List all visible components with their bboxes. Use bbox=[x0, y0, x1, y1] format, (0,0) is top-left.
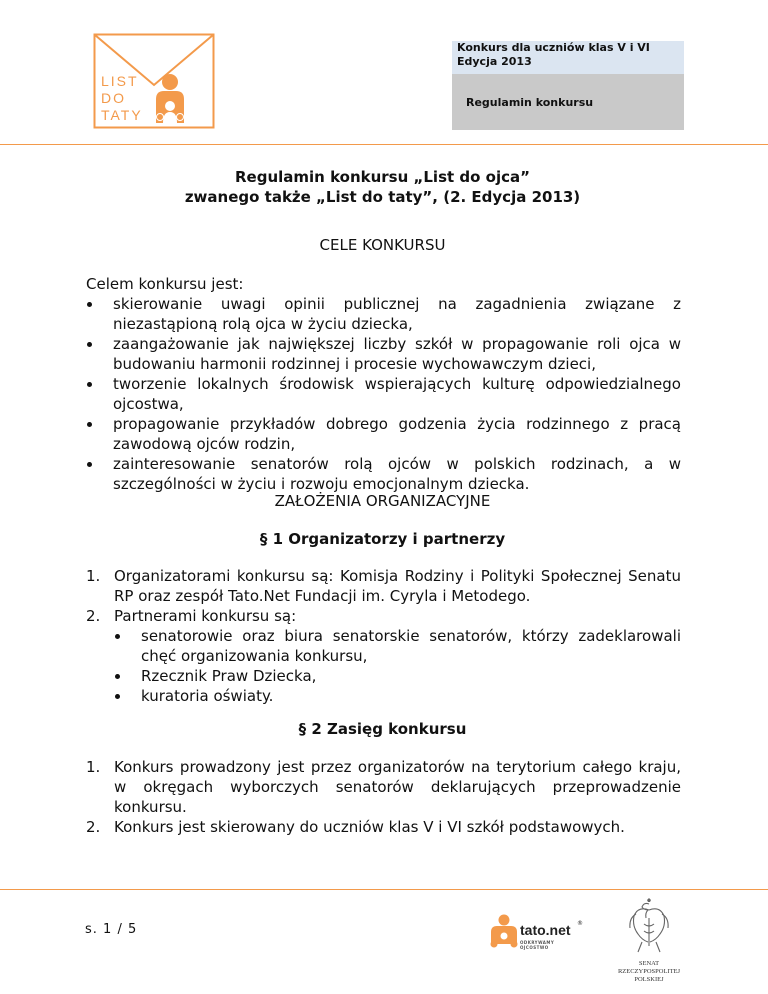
item-number: 2. bbox=[86, 818, 101, 836]
logo-word-list: LIST bbox=[101, 73, 139, 89]
list-item bbox=[86, 817, 681, 837]
logo-word-taty: TATY bbox=[101, 107, 143, 123]
list-item: kuratoria oświaty. bbox=[114, 686, 681, 706]
senat-line-1: SENAT bbox=[638, 960, 660, 967]
header-info-box bbox=[452, 41, 684, 74]
section-heading-cele: CELE KONKURSU bbox=[319, 236, 446, 254]
section-heading-zalozenia: ZAŁOŻENIA ORGANIZACYJNE bbox=[274, 492, 491, 510]
header-divider bbox=[0, 144, 768, 145]
list-item: zaangażowanie jak największej liczby szkół w propagowanie roli ojca w budowaniu harmonii rodzinnej i procesie wychowawczym dzieci, bbox=[86, 334, 681, 374]
header-label-box bbox=[452, 74, 684, 130]
title-line-1: Regulamin konkursu „List do ojca” bbox=[235, 168, 530, 186]
list-item bbox=[86, 757, 681, 817]
list-item: skierowanie uwagi opinii publicznej na zagadnienia związane z niezastąpioną rolą ojca w życiu dziecka, bbox=[86, 294, 681, 334]
item-text: Konkurs jest skierowany do uczniów klas V i VI szkół podstawowych. bbox=[114, 818, 625, 836]
item-number: 2. bbox=[86, 607, 101, 625]
tato-brand: tato.net bbox=[520, 922, 571, 938]
sec1-content bbox=[86, 566, 681, 706]
list-do-taty-logo bbox=[93, 33, 215, 129]
sec2-list bbox=[86, 757, 681, 837]
title-line-2: zwanego także „List do taty”, (2. Edycja 2013) bbox=[184, 188, 581, 206]
item-text: Partnerami konkursu są: bbox=[114, 607, 297, 625]
tato-net-logo bbox=[489, 912, 584, 952]
partners-list bbox=[114, 626, 681, 706]
item-text: Konkurs prowadzony jest przez organizatorów na terytorium całego kraju, w okręgach wyborczych senatorów deklarujących przeprowadzenie konkursu. bbox=[114, 758, 681, 816]
header-contest-line: Konkurs dla uczniów klas V i VI bbox=[457, 41, 650, 54]
list-item: propagowanie przykładów dobrego godzenia życia rodzinnego z pracą zawodową ojców rodzin, bbox=[86, 414, 681, 454]
list-item: senatorowie oraz biura senatorskie senatorów, którzy zadeklarowali chęć organizowania konkursu, bbox=[114, 626, 681, 666]
senat-line-3: POLSKIEJ bbox=[634, 976, 664, 983]
footer-divider bbox=[0, 889, 768, 890]
list-item bbox=[86, 606, 681, 706]
cele-section bbox=[86, 274, 681, 494]
item-number: 1. bbox=[86, 758, 101, 776]
item-number: 1. bbox=[86, 567, 101, 585]
sec2-content bbox=[86, 757, 681, 837]
document-title bbox=[100, 167, 665, 207]
header-edition-line: Edycja 2013 bbox=[457, 55, 532, 68]
item-text: Organizatorami konkursu są: Komisja Rodziny i Polityki Społecznej Senatu RP oraz zespół Tato.Net Fundacji im. Cyryla i Metodego. bbox=[114, 567, 681, 605]
page-number: s. 1 / 5 bbox=[85, 922, 138, 937]
sec1-list bbox=[86, 566, 681, 706]
tato-figure-icon bbox=[489, 914, 519, 948]
tato-registered: ® bbox=[577, 920, 583, 927]
list-item: Rzecznik Praw Dziecka, bbox=[114, 666, 681, 686]
eagle-emblem-icon bbox=[614, 898, 684, 956]
header-label: Regulamin konkursu bbox=[466, 96, 594, 109]
cele-list bbox=[86, 294, 681, 494]
list-item: tworzenie lokalnych środowisk wspierających kulturę odpowiedzialnego ojcostwa, bbox=[86, 374, 681, 414]
section-heading-2: § 2 Zasięg konkursu bbox=[298, 720, 467, 738]
senat-logo bbox=[614, 898, 684, 992]
cele-intro: Celem konkursu jest: bbox=[86, 275, 244, 293]
list-item bbox=[86, 566, 681, 606]
senat-line-2: RZECZYPOSPOLITEJ bbox=[617, 968, 681, 975]
section-heading-1: § 1 Organizatorzy i partnerzy bbox=[259, 530, 506, 548]
logo-word-do: DO bbox=[101, 90, 126, 106]
tato-tagline: ODKRYWAMY OJCOSTWO bbox=[520, 940, 555, 950]
list-item: zainteresowanie senatorów rolą ojców w polskich rodzinach, a w szczególności w życiu i rozwoju emocjonalnym dziecka. bbox=[86, 454, 681, 494]
